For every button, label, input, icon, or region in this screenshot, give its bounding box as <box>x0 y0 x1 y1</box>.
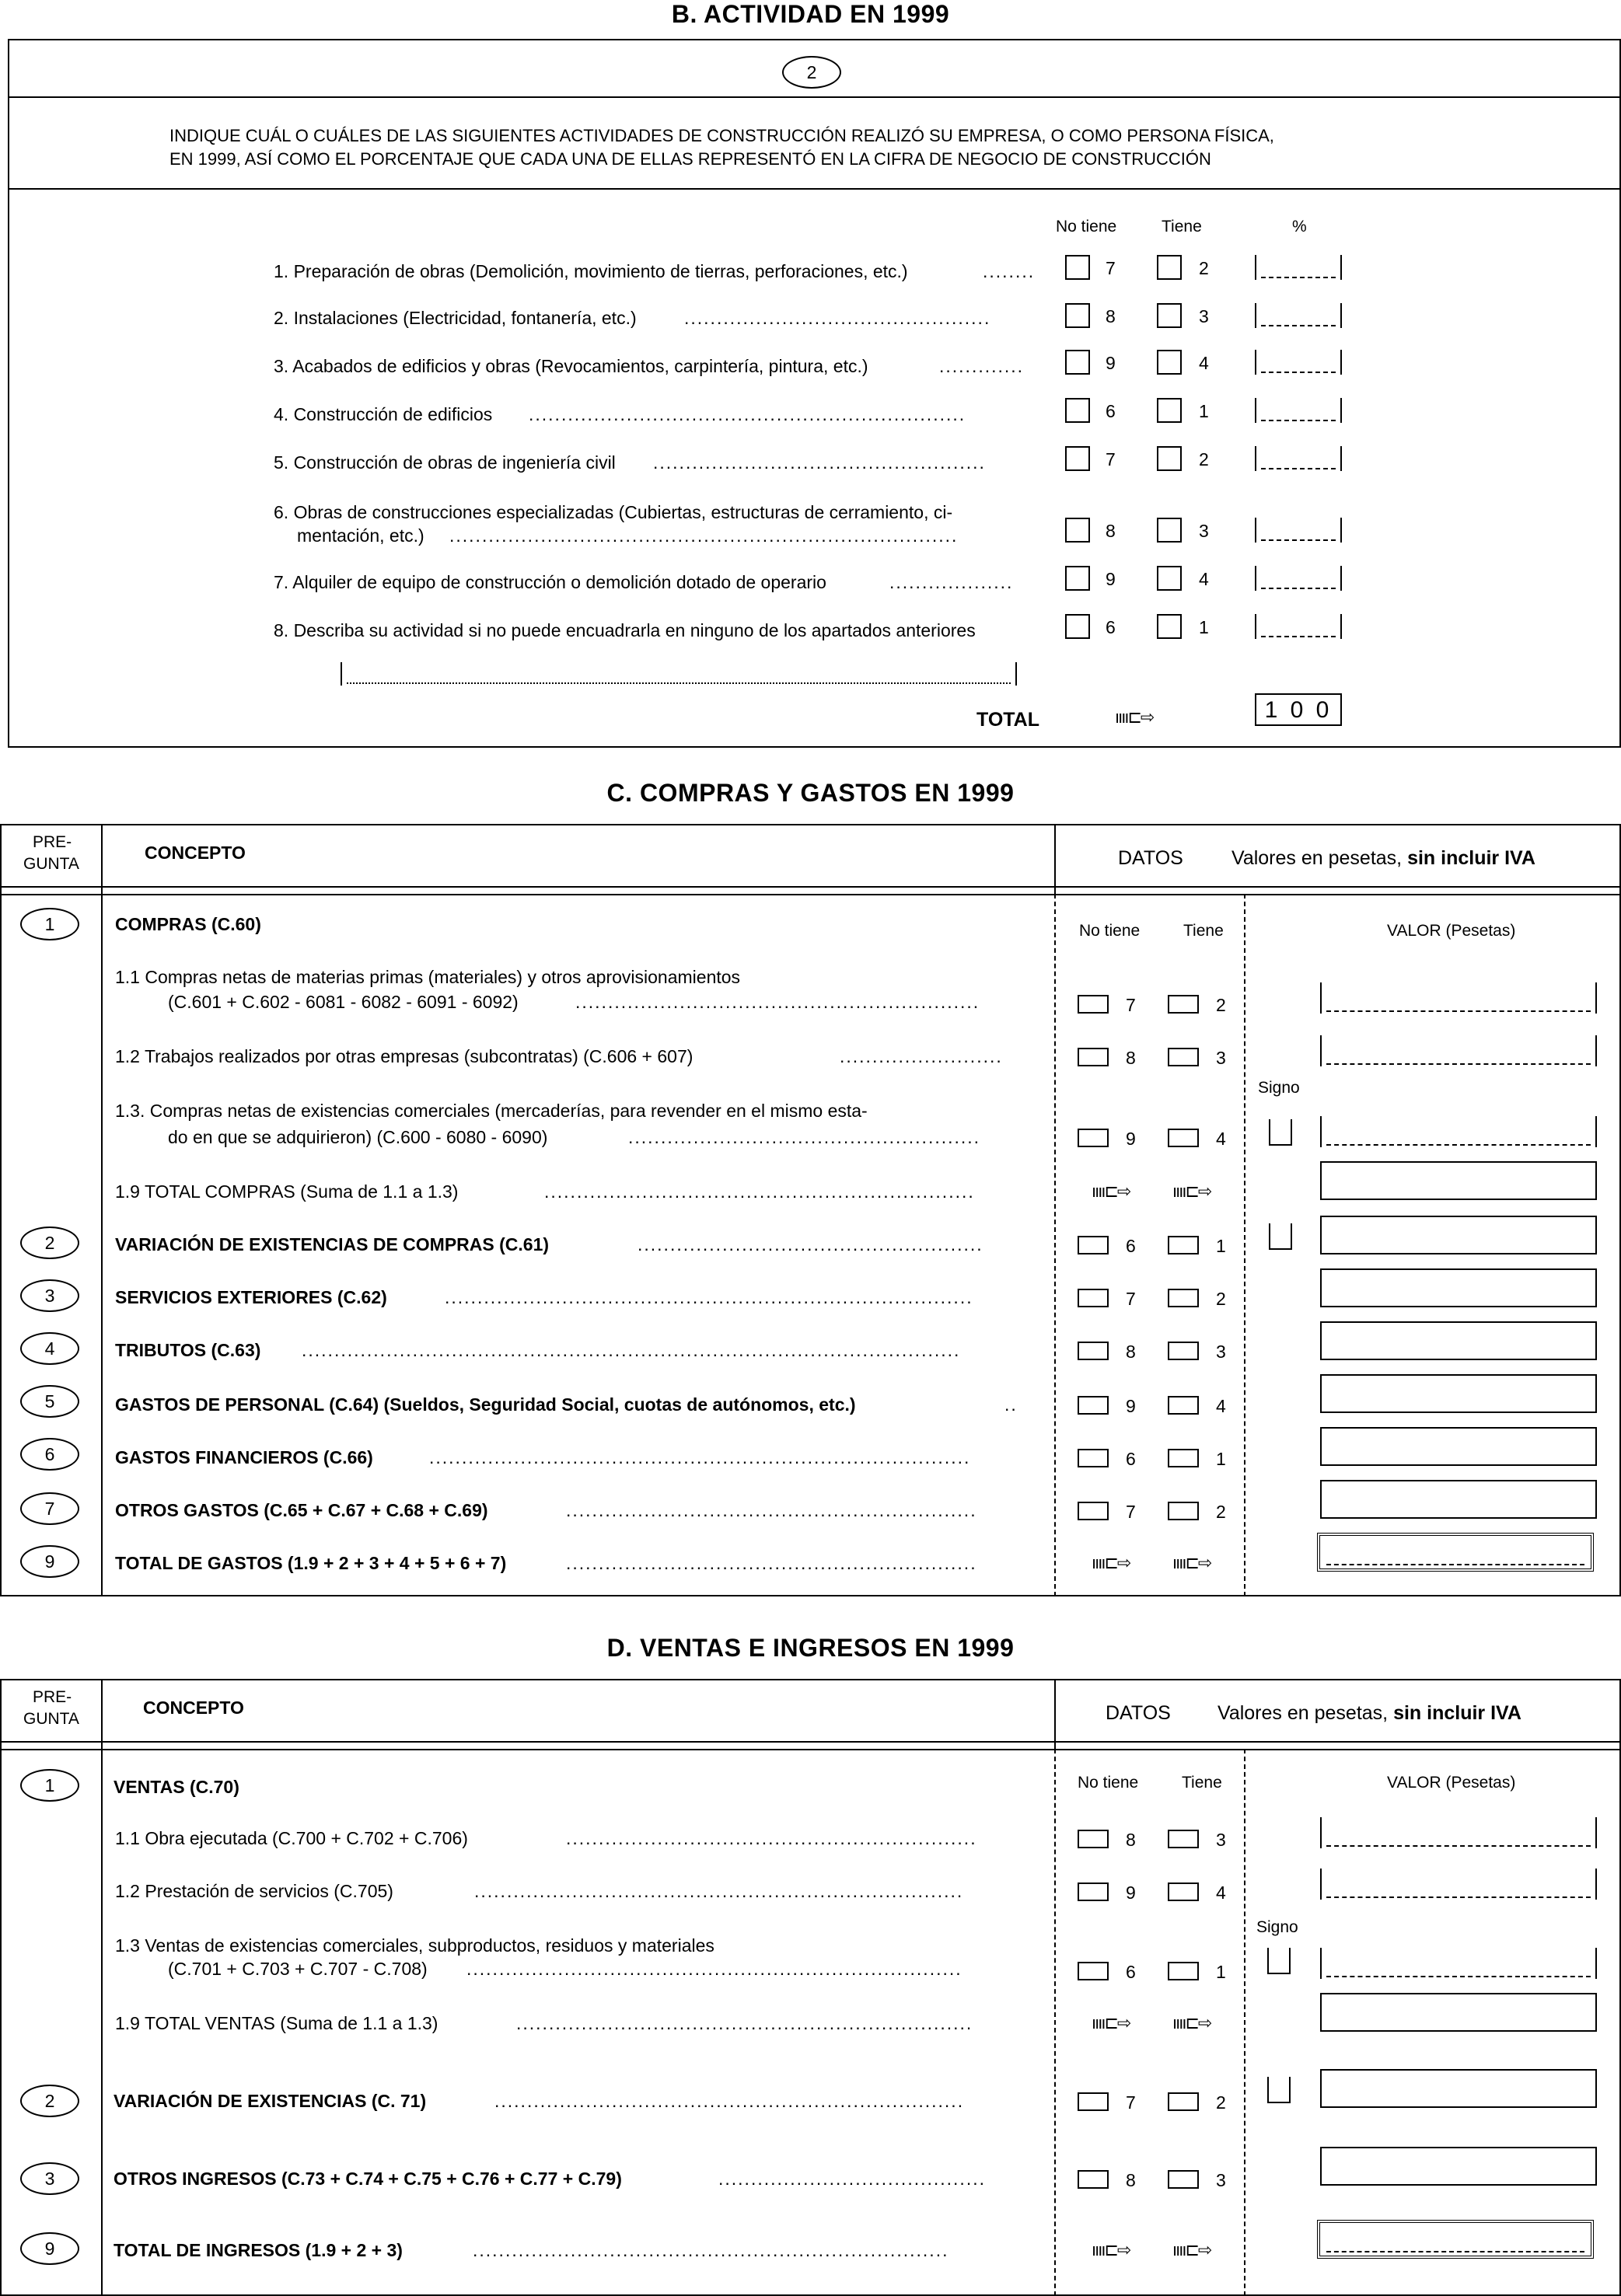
checkbox-tiene[interactable] <box>1168 1962 1199 1980</box>
question-oval: 2 <box>20 2085 79 2117</box>
arrow-icon: ıııı⊏⇨ <box>1092 2240 1130 2259</box>
checkbox-no-tiene[interactable] <box>1078 1830 1109 1848</box>
checkbox-tiene[interactable] <box>1168 2092 1199 2111</box>
col-datos: DATOS <box>1118 847 1183 869</box>
question-oval: 9 <box>20 2232 79 2265</box>
concept-label: 1.9 TOTAL VENTAS (Suma de 1.1 a 1.3) <box>115 2013 438 2033</box>
checkbox-tiene[interactable] <box>1157 303 1182 328</box>
concept-label: GASTOS FINANCIEROS (C.66) <box>115 1447 373 1467</box>
percent-field[interactable] <box>1255 518 1342 543</box>
concept-label: VENTAS (C.70) <box>114 1777 239 1797</box>
concept-label: TOTAL DE GASTOS (1.9 + 2 + 3 + 4 + 5 + 6 + 7) <box>115 1553 507 1573</box>
col-tiene: Tiene <box>1183 922 1224 940</box>
sign-field[interactable] <box>1267 1948 1291 1974</box>
value-field[interactable] <box>1320 2147 1597 2186</box>
checkbox-no-tiene[interactable] <box>1078 1342 1109 1360</box>
instruction-line-1: INDIQUE CUÁL O CUÁLES DE LAS SIGUIENTES ACTIVIDADES DE CONSTRUCCIÓN REALIZÓ SU EMPRESA, O COMO PERSONA FÍSICA, <box>169 126 1274 145</box>
arrow-icon: ıııı⊏⇨ <box>1172 1553 1211 1572</box>
checkbox-tiene[interactable] <box>1157 566 1182 591</box>
total-label: TOTAL <box>976 709 1040 731</box>
checkbox-no-tiene[interactable] <box>1078 2092 1109 2111</box>
concept-label: OTROS INGRESOS (C.73 + C.74 + C.75 + C.76 + C.77 + C.79) <box>114 2169 622 2189</box>
checkbox-tiene[interactable] <box>1168 2170 1199 2189</box>
col-tiene: Tiene <box>1182 1774 1222 1792</box>
arrow-icon: ıııı⊏⇨ <box>1172 2013 1211 2033</box>
question-oval: 2 <box>20 1227 79 1259</box>
section-d-frame <box>0 1679 1621 2296</box>
concept-label: GASTOS DE PERSONAL (C.64) (Sueldos, Seguridad Social, cuotas de autónomos, etc.) <box>115 1394 856 1415</box>
value-field[interactable] <box>1320 982 1597 1014</box>
checkbox-tiene[interactable] <box>1168 1502 1199 1520</box>
col-no-tiene: No tiene <box>1056 218 1117 236</box>
question-oval: 1 <box>20 908 79 940</box>
checkbox-tiene[interactable] <box>1157 446 1182 471</box>
question-oval: 9 <box>20 1545 79 1578</box>
value-field[interactable] <box>1320 1427 1597 1466</box>
checkbox-no-tiene[interactable] <box>1078 2170 1109 2189</box>
concept-label: 1.3. Compras netas de existencias comerciales (mercaderías, para revender en el mismo esta- <box>115 1101 868 1121</box>
col-percent: % <box>1292 218 1307 236</box>
checkbox-no-tiene[interactable] <box>1078 1129 1109 1147</box>
checkbox-tiene[interactable] <box>1157 398 1182 423</box>
question-oval: 6 <box>20 1438 79 1471</box>
total-percent-value: 1 0 0 <box>1255 693 1342 726</box>
checkbox-tiene[interactable] <box>1157 614 1182 639</box>
checkbox-tiene[interactable] <box>1157 518 1182 543</box>
checkbox-no-tiene[interactable] <box>1078 1962 1109 1980</box>
percent-field[interactable] <box>1255 446 1342 471</box>
col-valor: VALOR (Pesetas) <box>1387 922 1516 940</box>
section-b-title: B. ACTIVIDAD EN 1999 <box>671 0 950 28</box>
checkbox-no-tiene[interactable] <box>1065 255 1090 280</box>
value-field[interactable] <box>1320 1374 1597 1413</box>
col-valores: Valores en pesetas, sin incluir IVA <box>1231 847 1535 869</box>
percent-field[interactable] <box>1255 614 1342 639</box>
arrow-icon: ıııı⊏⇨ <box>1092 1181 1130 1201</box>
arrow-icon: ıııı⊏⇨ <box>1172 2240 1211 2259</box>
value-field[interactable] <box>1320 1480 1597 1519</box>
checkbox-tiene[interactable] <box>1168 1289 1199 1307</box>
question-oval: 3 <box>20 1279 79 1312</box>
value-field[interactable] <box>1320 1321 1597 1360</box>
checkbox-no-tiene[interactable] <box>1078 1449 1109 1467</box>
checkbox-tiene[interactable] <box>1157 255 1182 280</box>
checkbox-tiene[interactable] <box>1168 1449 1199 1467</box>
col-datos: DATOS <box>1106 1702 1171 1724</box>
col-tiene: Tiene <box>1162 218 1202 236</box>
checkbox-tiene[interactable] <box>1168 1048 1199 1066</box>
checkbox-no-tiene[interactable] <box>1065 566 1090 591</box>
value-field[interactable] <box>1320 1216 1597 1254</box>
value-field[interactable] <box>1320 1035 1597 1066</box>
sign-field[interactable] <box>1269 1119 1292 1146</box>
value-field[interactable] <box>1320 1268 1597 1307</box>
col-concepto: CONCEPTO <box>143 1698 244 1718</box>
checkbox-no-tiene[interactable] <box>1078 1289 1109 1307</box>
total-value-field[interactable] <box>1317 1533 1594 1572</box>
concept-label: TRIBUTOS (C.63) <box>115 1340 261 1360</box>
percent-field[interactable] <box>1255 566 1342 591</box>
concept-label: VARIACIÓN DE EXISTENCIAS (C. 71) <box>114 2091 427 2111</box>
checkbox-no-tiene[interactable] <box>1065 350 1090 375</box>
checkbox-tiene[interactable] <box>1168 1129 1199 1147</box>
checkbox-no-tiene[interactable] <box>1065 614 1090 639</box>
percent-field[interactable] <box>1255 350 1342 375</box>
value-field[interactable] <box>1320 1817 1597 1848</box>
col-no-tiene: No tiene <box>1078 1774 1139 1792</box>
value-field[interactable] <box>1320 2069 1597 2108</box>
value-field[interactable] <box>1320 1116 1597 1147</box>
total-value-field[interactable] <box>1317 2220 1594 2259</box>
concept-label: 1.2 Trabajos realizados por otras empresas (subcontratas) (C.606 + 607) <box>115 1046 693 1066</box>
percent-field[interactable] <box>1255 303 1342 328</box>
concept-label: 1.9 TOTAL COMPRAS (Suma de 1.1 a 1.3) <box>115 1181 459 1202</box>
value-field[interactable] <box>1320 1161 1597 1200</box>
arrow-icon: ıııı⊏⇨ <box>1092 2013 1130 2033</box>
concept-label: VARIACIÓN DE EXISTENCIAS DE COMPRAS (C.61) <box>115 1234 550 1254</box>
signo-label: Signo <box>1256 1918 1298 1936</box>
concept-label: SERVICIOS EXTERIORES (C.62) <box>115 1287 387 1307</box>
checkbox-tiene[interactable] <box>1168 1342 1199 1360</box>
value-field[interactable] <box>1320 1869 1597 1900</box>
checkbox-tiene[interactable] <box>1168 1883 1199 1901</box>
col-no-tiene: No tiene <box>1079 922 1141 940</box>
value-field[interactable] <box>1320 1993 1597 2032</box>
concept-label: 1.1 Obra ejecutada (C.700 + C.702 + C.706) <box>115 1828 468 1848</box>
checkbox-no-tiene[interactable] <box>1078 1048 1109 1066</box>
checkbox-no-tiene[interactable] <box>1065 446 1090 471</box>
percent-field[interactable] <box>1255 398 1342 423</box>
arrow-icon: ıııı⊏⇨ <box>1092 1553 1130 1572</box>
sign-field[interactable] <box>1269 1223 1292 1250</box>
question-number-oval: 2 <box>782 56 841 89</box>
concept-label: 1.3 Ventas de existencias comerciales, subproductos, residuos y materiales <box>115 1935 714 1956</box>
col-pregunta: PRE- <box>33 1688 72 1706</box>
col-valores: Valores en pesetas, sin incluir IVA <box>1217 1702 1521 1724</box>
checkbox-no-tiene[interactable] <box>1065 398 1090 423</box>
checkbox-tiene[interactable] <box>1168 1396 1199 1415</box>
checkbox-no-tiene[interactable] <box>1078 1883 1109 1901</box>
section-c-title: C. COMPRAS Y GASTOS EN 1999 <box>606 779 1015 807</box>
concept-label: 1.1 Compras netas de materias primas (materiales) y otros aprovisionamientos <box>115 967 741 987</box>
value-field[interactable] <box>1320 1948 1597 1979</box>
concept-label: COMPRAS (C.60) <box>115 914 261 934</box>
question-oval: 7 <box>20 1492 79 1525</box>
checkbox-no-tiene[interactable] <box>1078 995 1109 1014</box>
arrow-icon: ıııı⊏⇨ <box>1115 707 1154 727</box>
section-d-title: D. VENTAS E INGRESOS EN 1999 <box>606 1634 1015 1662</box>
arrow-icon: ıııı⊏⇨ <box>1172 1181 1211 1201</box>
checkbox-tiene[interactable] <box>1168 995 1199 1014</box>
checkbox-no-tiene[interactable] <box>1065 303 1090 328</box>
col-valor: VALOR (Pesetas) <box>1387 1774 1516 1792</box>
description-field[interactable] <box>341 662 1017 686</box>
sign-field[interactable] <box>1267 2077 1291 2103</box>
checkbox-no-tiene[interactable] <box>1065 518 1090 543</box>
checkbox-no-tiene[interactable] <box>1078 1502 1109 1520</box>
question-oval: 4 <box>20 1332 79 1365</box>
col-pregunta: PRE- <box>33 833 72 851</box>
col-concepto: CONCEPTO <box>145 843 246 863</box>
question-oval: 3 <box>20 2162 79 2195</box>
checkbox-no-tiene[interactable] <box>1078 1396 1109 1415</box>
concept-label: TOTAL DE INGRESOS (1.9 + 2 + 3) <box>114 2240 403 2260</box>
signo-label: Signo <box>1258 1079 1300 1097</box>
checkbox-no-tiene[interactable] <box>1078 1236 1109 1254</box>
checkbox-tiene[interactable] <box>1168 1236 1199 1254</box>
instruction-line-2: EN 1999, ASÍ COMO EL PORCENTAJE QUE CADA UNA DE ELLAS REPRESENTÓ EN LA CIFRA DE NEGOCIO DE CONSTRUCCIÓN <box>169 149 1211 169</box>
percent-field[interactable] <box>1255 255 1342 280</box>
question-oval: 1 <box>20 1769 79 1802</box>
question-oval: 5 <box>20 1385 79 1418</box>
concept-label: OTROS GASTOS (C.65 + C.67 + C.68 + C.69) <box>115 1500 488 1520</box>
checkbox-tiene[interactable] <box>1157 350 1182 375</box>
checkbox-tiene[interactable] <box>1168 1830 1199 1848</box>
concept-label: 1.2 Prestación de servicios (C.705) <box>115 1881 393 1901</box>
